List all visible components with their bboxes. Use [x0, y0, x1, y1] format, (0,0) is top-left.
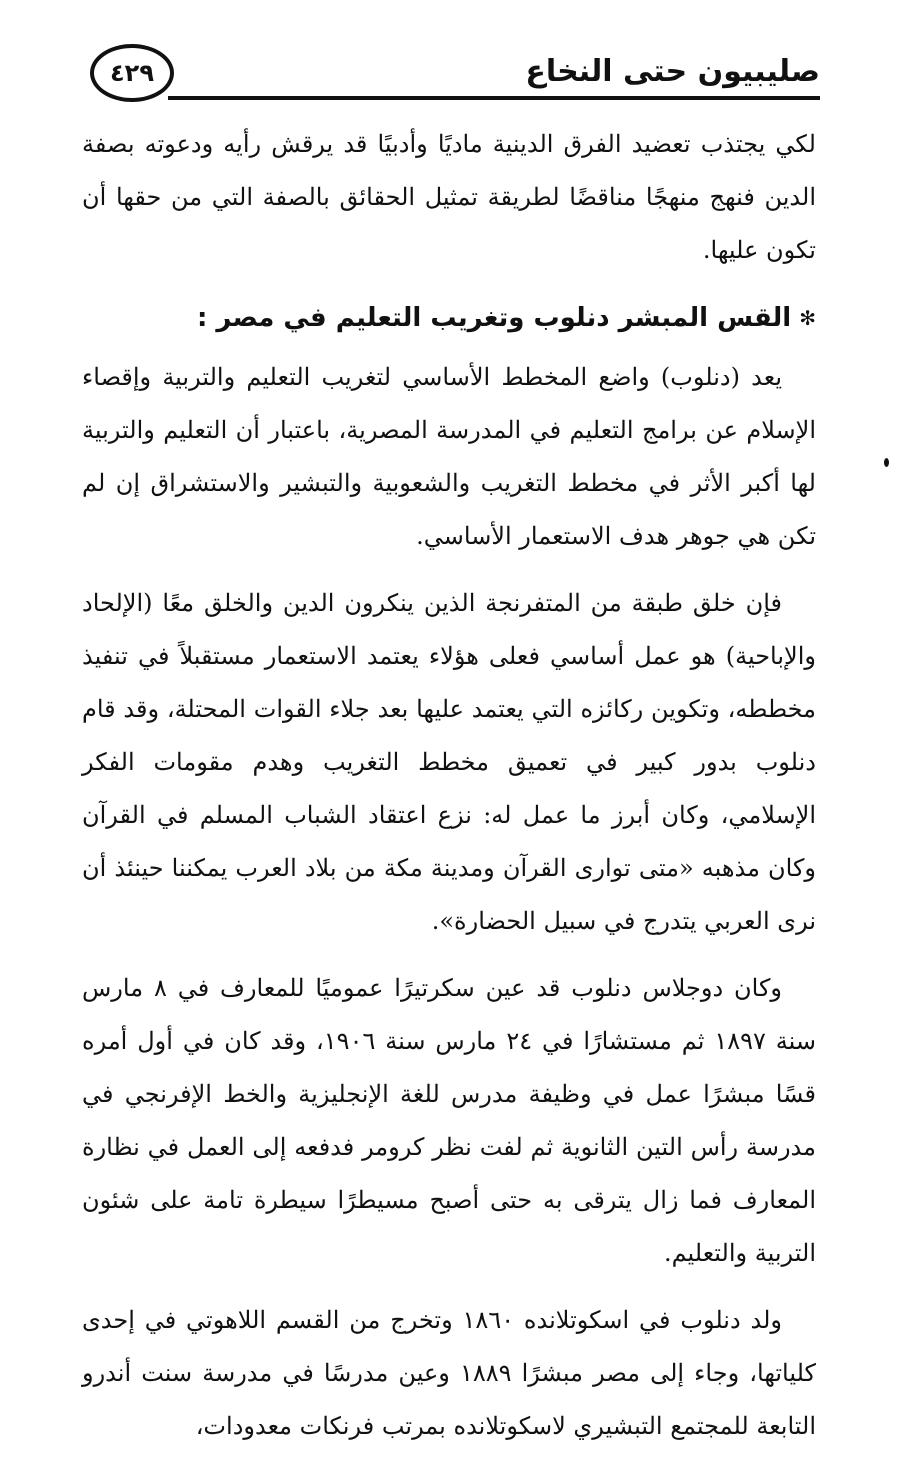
page-number-badge — [90, 44, 174, 102]
section-heading — [82, 291, 816, 345]
body-paragraph: فإن خلق طبقة من المتفرنجة الذين ينكرون الدين والخلق معًا (الإلحاد والإباحية) هو عمل أساسي فعلى هؤلاء يعتمد الاستعمار مستقبلاً في تنفيذ مخططه، وتكوين ركائزه التي يعتمد عليها بعد جلاء القوات المحتلة، وقد قام دنلوب بدور كبير في تعميق مخطط التغريب وهدم مقومات الفكر الإسلامي، وكان أبرز ما عمل له: نزع اعتقاد الشباب المسلم في القرآن وكان مذهبه «متى توارى القرآن ومدينة مكة من بلاد العرب يمكننا حينئذ أن نرى العربي يتدرج في سبيل الحضارة». — [82, 589, 816, 935]
header-rule — [168, 96, 820, 100]
page-number: ٤٢٩ — [110, 59, 154, 87]
body-paragraph: يعد (دنلوب) واضع المخطط الأساسي لتغريب التعليم والتربية وإقصاء الإسلام عن برامج التعليم في المدرسة المصرية، باعتبار أن التعليم والتربية لها أكبر الأثر في مخطط التغريب والشعوبية والتبشير والاستشراق إن لم تكن هي جوهر هدف الاستعمار الأساسي. — [82, 363, 816, 550]
intro-paragraph: لكي يجتذب تعضيد الفرق الدينية ماديًا وأدبيًا قد يرقش رأيه ودعوته بصفة الدين فنهج منهجًا مناقضًا لطريقة تمثيل الحقائق بالصفة التي من حقها أن تكون عليها. — [82, 130, 816, 264]
book-title: صليبيون حتى النخاع — [525, 54, 820, 89]
asterisk-icon: ✻ — [799, 306, 816, 330]
margin-mark — [884, 458, 889, 467]
body-paragraph: ولد دنلوب في اسكوتلانده ١٨٦٠ وتخرج من القسم اللاهوتي في إحدى كلياتها، وجاء إلى مصر مبشرًا ١٨٨٩ وعين مدرسًا في مدرسة سنت أندرو التابعة للمجتمع التبشيري لاسكوتلانده بمرتب فرنكات معدودات، — [82, 1306, 816, 1440]
section-heading-text: القس المبشر دنلوب وتغريب التعليم في مصر : — [196, 303, 792, 333]
page-body — [82, 118, 816, 1467]
body-paragraph: وكان دوجلاس دنلوب قد عين سكرتيرًا عموميًا للمعارف في ٨ مارس سنة ١٨٩٧ ثم مستشارًا في ٢٤ مارس سنة ١٩٠٦، وقد كان في أول أمره قسًا مبشرًا عمل في وظيفة مدرس للغة الإنجليزية والخط الإفرنجي في مدرسة رأس التين الثانوية ثم لفت نظر كرومر فدفعه إلى العمل في نظارة المعارف فما زال يترقى به حتى أصبح مسيطرًا سيطرة تامة على شئون التربية والتعليم. — [82, 974, 816, 1267]
page-header — [90, 44, 820, 104]
